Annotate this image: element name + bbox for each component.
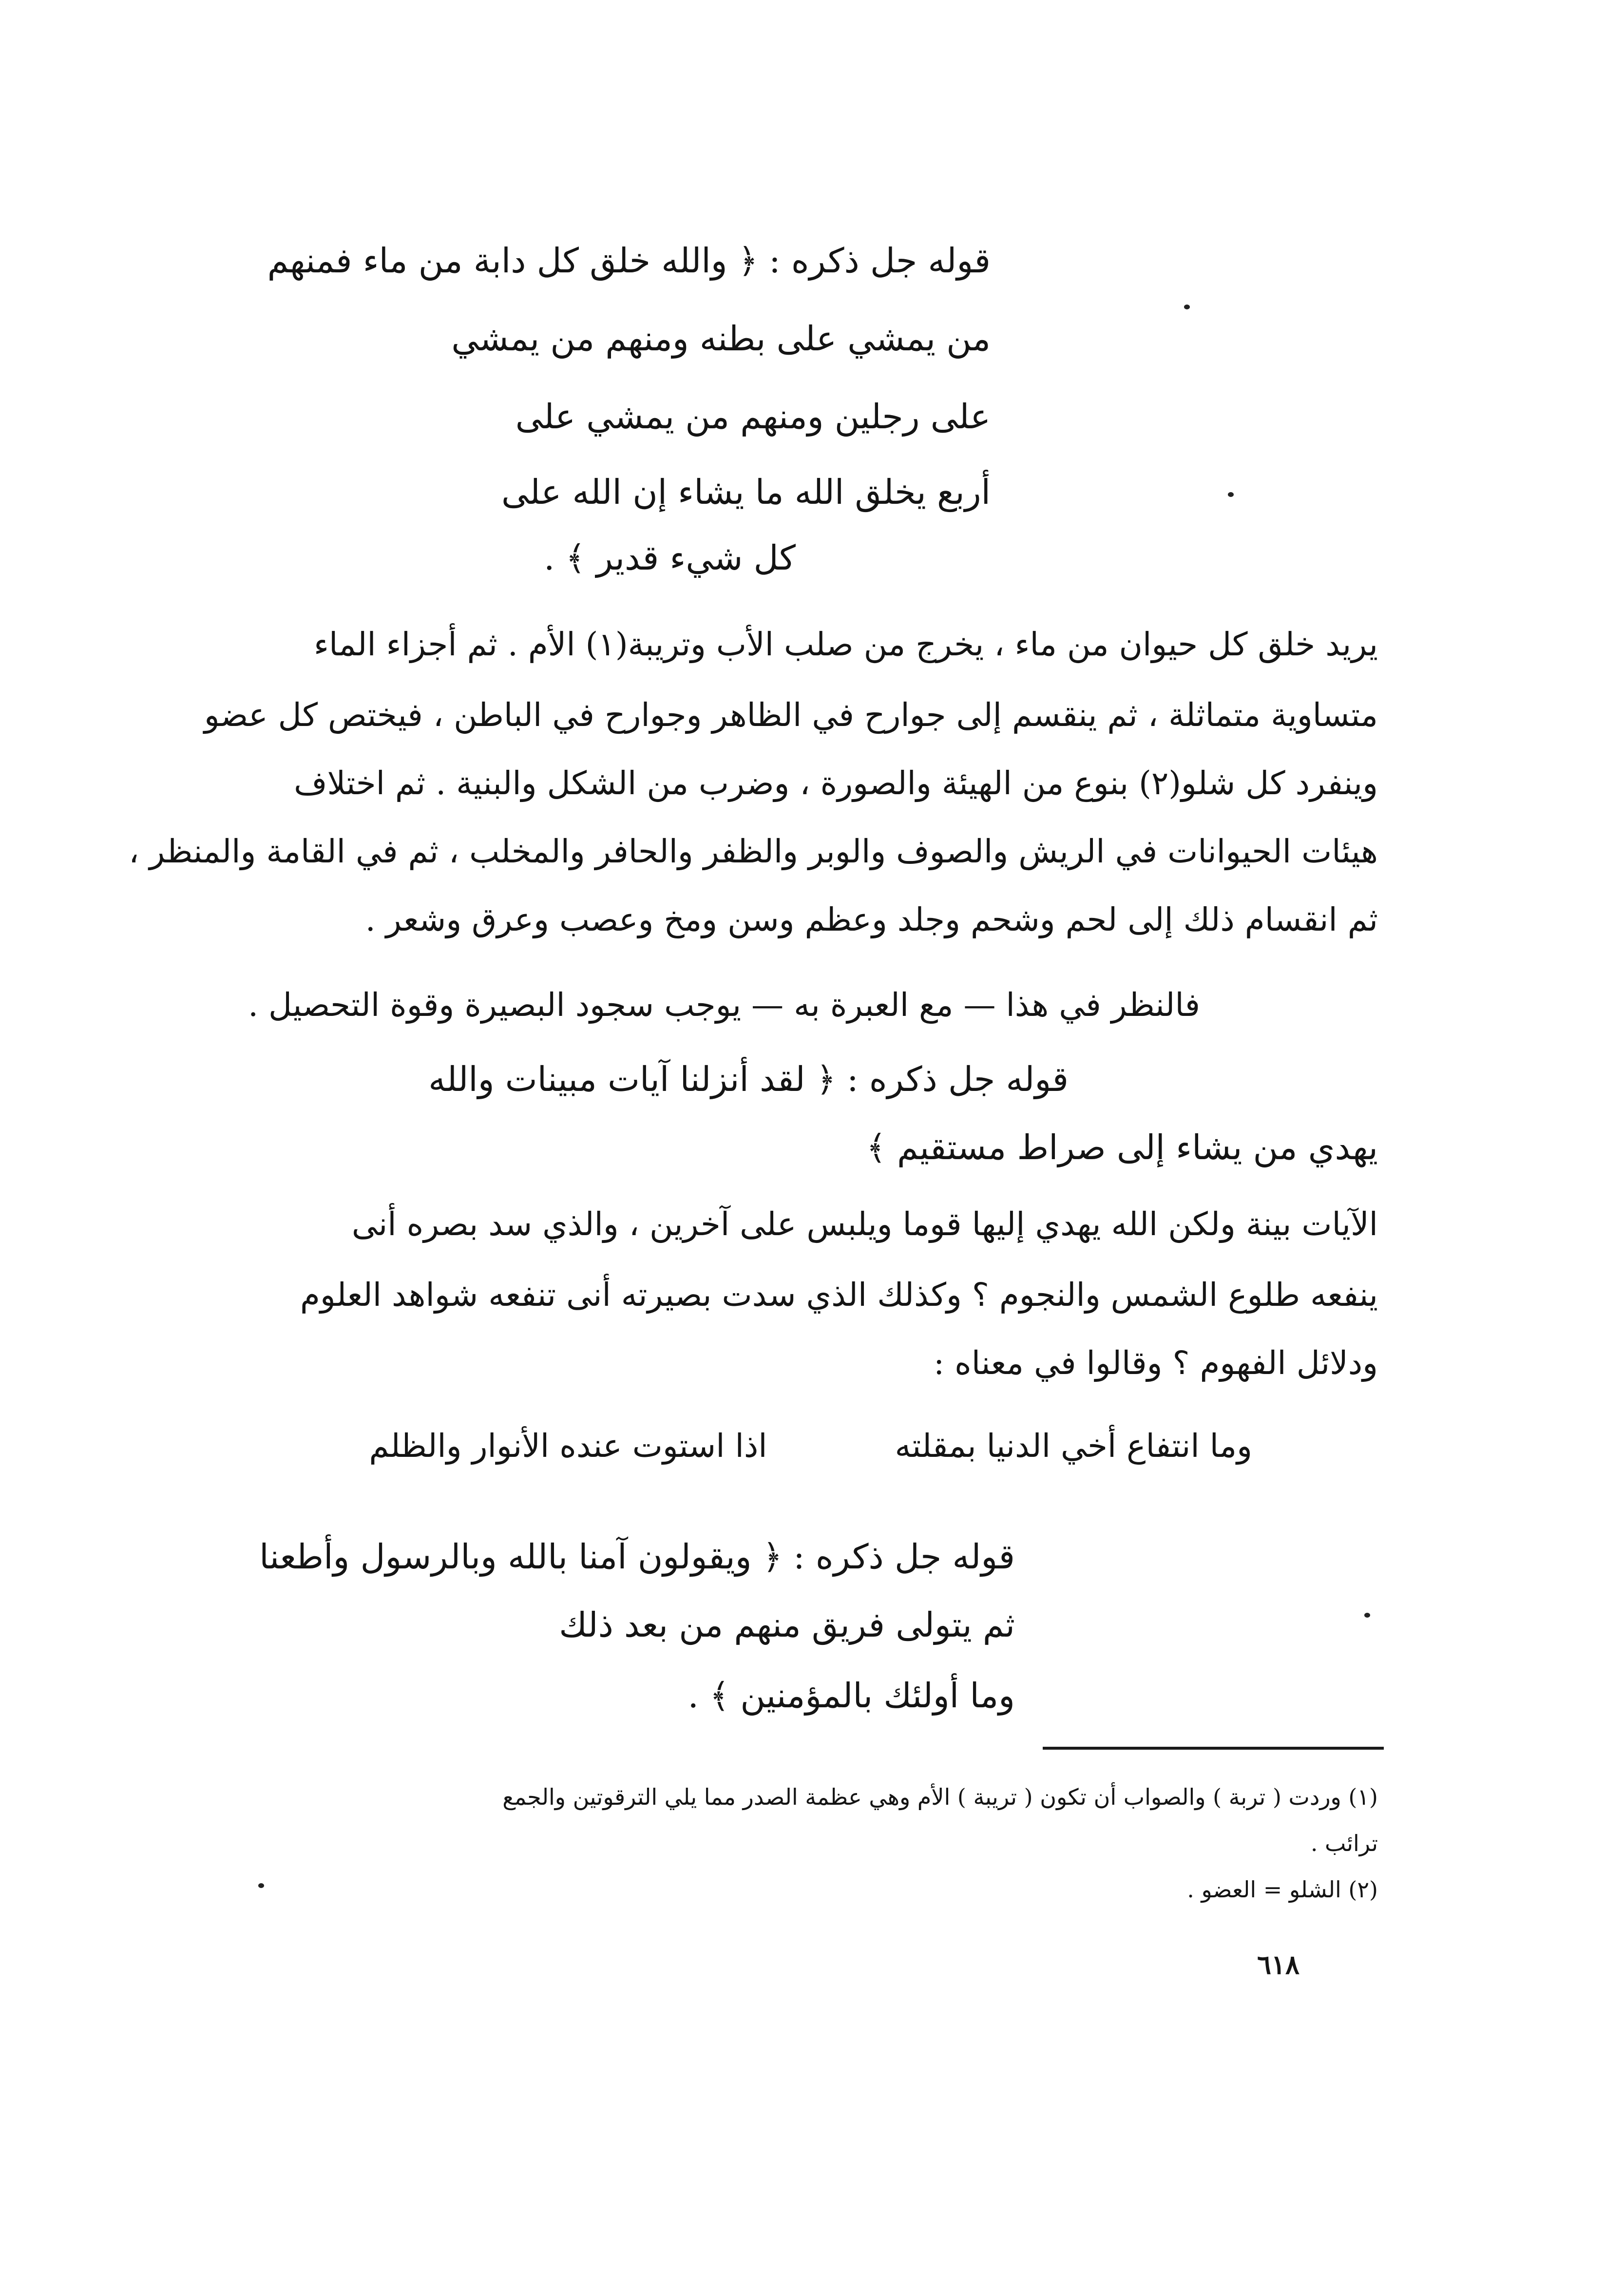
footnote-1-line-2: ترائب . (1310, 1830, 1378, 1856)
verse-1-line-5: كل شيء قدير ﴾ . (544, 538, 796, 578)
poem-hemistich-2: اذا استوت عنده الأنوار والظلم (369, 1427, 767, 1465)
scan-speck (1364, 1613, 1370, 1618)
scan-speck (1228, 492, 1234, 497)
poem-verse (369, 1427, 1252, 1465)
commentary-2-line-2: ينفعه طلوع الشمس والنجوم ؟ وكذلك الذي سدت بصيرته أنى تنفعه شواهد العلوم (300, 1276, 1378, 1314)
footnote-1-line-1: (١) وردت ( تربة ) والصواب أن تكون ( تريبة ) الأم وهي عظمة الصدر مما يلي الترقوتين والجمع (502, 1784, 1378, 1810)
scan-speck (1184, 305, 1190, 309)
verse-2-line-2: يهدي من يشاء إلى صراط مستقيم ﴾ (866, 1127, 1378, 1167)
footnote-separator (1043, 1747, 1384, 1750)
verse-2-line-1: قوله جل ذكره : ﴿ لقد أنزلنا آيات مبينات والله (428, 1059, 1069, 1099)
verse-1-line-3: على رجلين ومنهم من يمشي على (515, 397, 991, 437)
commentary-1-line-4: هيئات الحيوانات في الريش والصوف والوبر والظفر والحافر والمخلب ، ثم في القامة والمنظر ، (129, 833, 1378, 870)
scan-speck (258, 1883, 264, 1888)
commentary-1-line-5: ثم انقسام ذلك إلى لحم وشحم وجلد وعظم وسن ومخ وعصب وعرق وشعر . (365, 901, 1378, 938)
verse-3-line-1: قوله جل ذكره : ﴿ ويقولون آمنا بالله وبالرسول وأطعنا (259, 1537, 1015, 1577)
commentary-1-line-1: يريد خلق كل حيوان من ماء ، يخرج من صلب الأب وتريبة(١) الأم . ثم أجزاء الماء (313, 626, 1378, 663)
poem-hemistich-1: وما انتفاع أخي الدنيا بمقلته (895, 1427, 1252, 1465)
verse-1-line-2: من يمشي على بطنه ومنهم من يمشي (451, 319, 991, 359)
commentary-1-line-3: وينفرد كل شلو(٢) بنوع من الهيئة والصورة ، وضرب من الشكل والبنية . ثم اختلاف (294, 764, 1378, 802)
verse-1-line-4: أربع يخلق الله ما يشاء إن الله على (501, 472, 991, 512)
footnote-2: (٢) الشلو = العضو . (1187, 1876, 1378, 1903)
commentary-1-line-2: متساوية متماثلة ، ثم ينقسم إلى جوارح في الظاهر وجوارح في الباطن ، فيختص كل عضو (204, 696, 1378, 734)
verse-3-line-3: وما أولئك بالمؤمنين ﴾ . (688, 1676, 1015, 1716)
verse-3-line-2: ثم يتولى فريق منهم من بعد ذلك (559, 1605, 1015, 1645)
verse-1-line-1: قوله جل ذكره : ﴿ والله خلق كل دابة من ماء فمنهم (267, 241, 991, 281)
commentary-2-line-3: ودلائل الفهوم ؟ وقالوا في معناه : (933, 1344, 1378, 1382)
page-number: ٦١٨ (1257, 1949, 1300, 1980)
commentary-1-line-6: فالنظر في هذا — مع العبرة به — يوجب سجود البصيرة وقوة التحصيل . (248, 986, 1200, 1024)
commentary-2-line-1: الآيات بينة ولكن الله يهدي إليها قوما ويلبس على آخرين ، والذي سد بصره أنى (351, 1205, 1378, 1243)
